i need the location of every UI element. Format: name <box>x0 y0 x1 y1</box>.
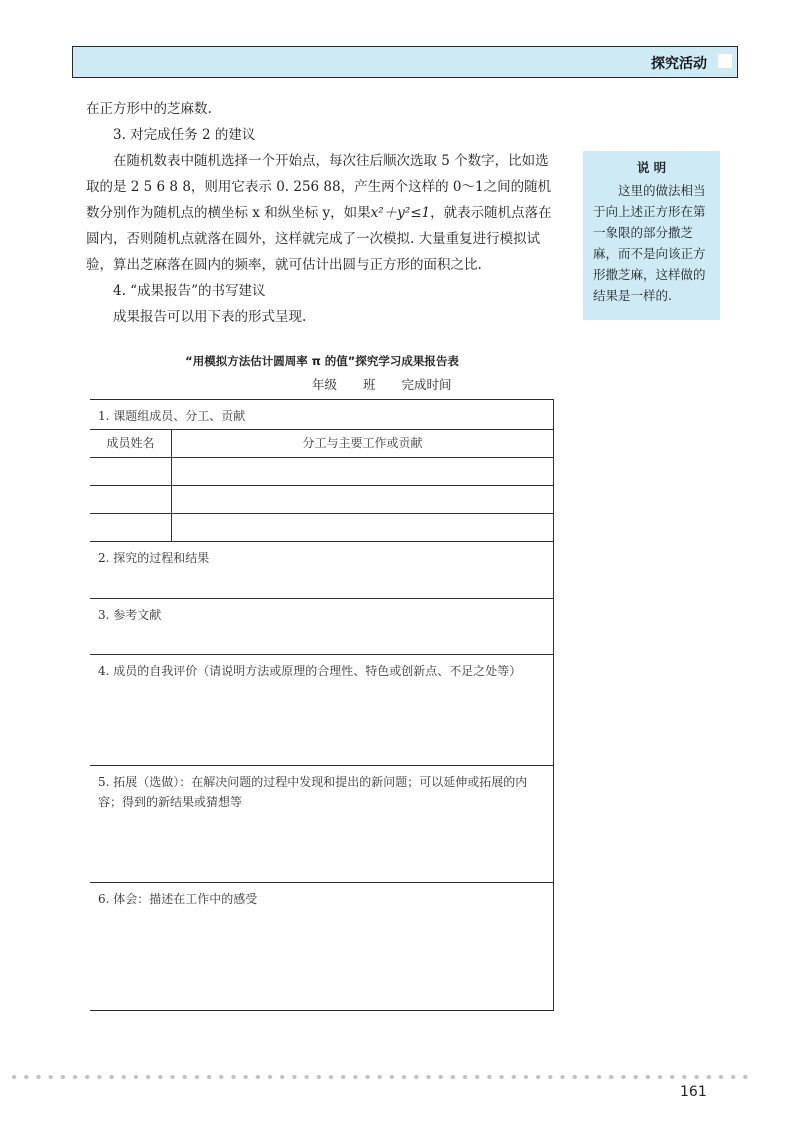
table-row <box>90 514 553 542</box>
row-4-label: 4. 成员的自我评价（请说明方法或原理的合理性、特色或创新点、不足之处等） <box>98 664 522 678</box>
table-cell <box>172 458 553 485</box>
table-row-extension <box>90 766 553 883</box>
table-row-process <box>90 542 553 599</box>
table-cell <box>172 514 553 541</box>
page-number: 161 <box>680 1084 707 1100</box>
meta-completion-time: 完成时间 <box>401 377 452 392</box>
continued-line: 在正方形中的芝麻数. <box>86 101 212 117</box>
sidenote-box <box>583 151 720 320</box>
col-work-contribution: 分工与主要工作或贡献 <box>302 436 423 450</box>
report-table-title: “用模拟方法估计圆周率 π 的值”探究学习成果报告表 <box>185 354 459 368</box>
table-cell <box>90 514 172 541</box>
body-text <box>86 96 560 330</box>
table-cell <box>172 486 553 513</box>
table-row <box>90 486 553 514</box>
sidenote-text: 这里的做法相当于向上述正方形在第一象限的部分撒芝麻，而不是向该正方形撒芝麻，这样做的结果是一样的. <box>593 183 706 303</box>
section-3-heading: 3. 对完成任务 2 的建议 <box>113 127 256 143</box>
row-2-label: 2. 探究的过程和结果 <box>98 551 210 565</box>
sidenote-title: 说 明 <box>636 160 667 175</box>
table-cell <box>90 486 172 513</box>
meta-grade: 年级 <box>312 377 338 392</box>
section-3-paragraph <box>86 148 560 278</box>
chapter-header-bar <box>72 46 738 78</box>
report-meta-line <box>312 375 474 393</box>
chapter-header-title: 探究活动 <box>651 56 707 72</box>
row-5-label: 5. 拓展（选做）：在解决问题的过程中发现和提出的新问题；可以延伸或拓展的内容；得到的新结果或猜想等 <box>98 775 528 809</box>
footer-dotted-rule <box>8 1074 748 1080</box>
section-3-formula: x²＋y²≤1 <box>370 205 431 221</box>
section-3-text-b: ，就表示随机点落在圆内，否则随机点就落在圆外，这样就完成了一次模拟. 大量重复进行模拟试验，算出芝麻落在圆内的频率，就可估计出圆与正方形的面积之比. <box>86 205 552 273</box>
section-3-text-a: 在随机数表中随机选择一个开始点，每次往后顺次选取 5 个数字，比如选取的是 2 5 6 8 8，则用它表示 0. 256 88，产生两个这样的 0～1之间的随机数分别作为随机点的横坐标 x 和纵坐标 y，如果 <box>86 153 552 221</box>
table-row-header <box>90 430 553 458</box>
header-square-mark <box>718 54 732 68</box>
meta-class: 班 <box>363 377 376 392</box>
table-row-members-label <box>90 400 553 430</box>
report-table <box>90 399 554 1011</box>
section-4-heading: 4. “成果报告”的书写建议 <box>113 283 266 299</box>
table-row <box>90 458 553 486</box>
row-1-label: 1. 课题组成员、分工、贡献 <box>98 409 246 423</box>
col-member-name: 成员姓名 <box>90 430 172 457</box>
row-6-label: 6. 体会：描述在工作中的感受 <box>98 892 258 906</box>
table-row-self-evaluation <box>90 655 553 766</box>
table-cell <box>90 458 172 485</box>
table-row-reflection <box>90 883 553 1010</box>
row-3-label: 3. 参考文献 <box>98 608 162 622</box>
table-row-references <box>90 599 553 655</box>
section-4-paragraph: 成果报告可以用下表的形式呈现. <box>113 309 307 325</box>
